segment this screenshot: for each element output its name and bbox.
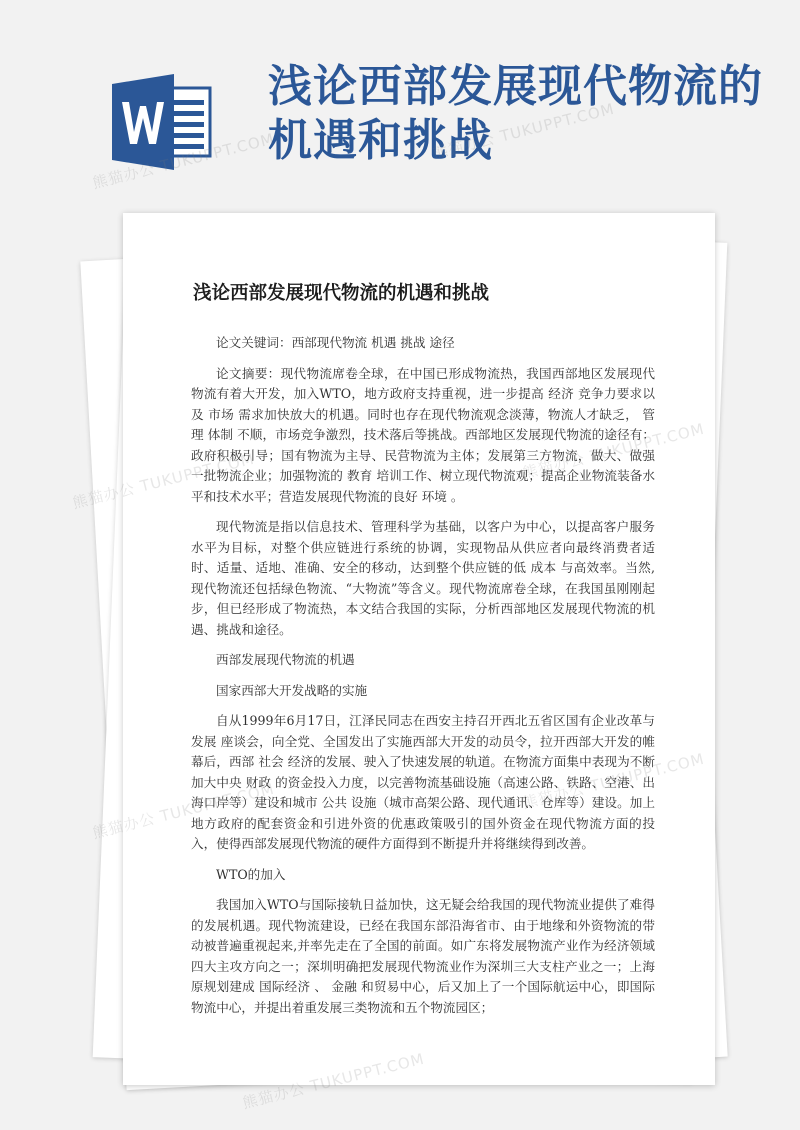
document-page [123, 213, 715, 1085]
abstract-paragraph: 论文摘要：现代物流席卷全球，在中国已形成物流热，我国西部地区发展现代物流有着大开发，加入WTO，地方政府支持重视，进一步提高 经济 竞争力要求以及 市场 需求加快放大的机遇。同时也存在现代物流观念淡薄，物流人才缺乏， 管理 体制 不顺，市场竞争激烈，技术落后等挑战。西部地区发展现代物流的途径有：政府积极引导；国有物流为主导、民营物流为主体；发展第三方物流，做大、做强一批物流企业；加强物流的 教育 培训工作、树立现代物流观；提高企业物流装备水平和技术水平；营造发展现代物流的良好 环境 。 [191, 365, 655, 504]
body-paragraph: 我国加入WTO与国际接轨日益加快，这无疑会给我国的现代物流业提供了难得的发展机遇。现代物流建设，已经在我国东部沿海省市、由于地缘和外资物流的带动被普遍重视起来,并率先走在了全国的前面。如广东将发展物流产业作为经济领域四大主攻方向之一；深圳明确把发展现代物流业作为深圳三大支柱产业之一；上海原规划建成 国际经济 、 金融 和贸易中心，后又加上了一个国际航运中心，即国际物流中心，并提出着重发展三类物流和五个物流园区； [191, 897, 655, 1015]
document-title: 浅论西部发展现代物流的机遇和挑战 [193, 283, 490, 304]
word-icon [112, 74, 220, 170]
watermark: 熊猫办公 TUKUPPT.COM [90, 129, 277, 193]
subsection-heading: WTO的加入 [216, 866, 286, 882]
banner-title: 浅论西部发展现代物流的机遇和挑战 [268, 61, 763, 166]
body-paragraph: 自从1999年6月17日，江泽民同志在西安主持召开西北五省区国有企业改革与发展 座谈会，向全党、全国发出了实施西部大开发的动员令，拉开西部大开发的帷幕后，西部 社会 经济的发展、驶入了快速发展的轨道。在物流方面集中表现为不断加大中央 财政 的资金投入力度，以完善物流基础设施（高速公路、铁路、空港、出海口岸等）建设和城市 公共 设施（城市高架公路、现代通讯、仓库等）建设。加上地方政府的配套资金和引进外资的优惠政策吸引的国外资金在现代物流方面的投入，使得西部发展现代物流的硬件方面得到不断提升并将继续得到改善。 [191, 713, 655, 851]
body-paragraph: 现代物流是指以信息技术、管理科学为基础，以客户为中心，以提高客户服务水平为目标，对整个供应链进行系统的协调，实现物品从供应者向最终消费者适时、适量、适地、准确、安全的移动，达到整个供应链的低 成本 与高效率。当然,现代物流还包括绿色物流、“大物流”等含义。现代物流席卷全球，在我国虽刚刚起步，但已经形成了物流热，本文结合我国的实际，分析西部地区发展现代物流的机遇、挑战和途径。 [191, 519, 655, 637]
section-heading: 西部发展现代物流的机遇 [216, 652, 355, 667]
keywords-paragraph: 论文关键词：西部现代物流 机遇 挑战 途径 [216, 335, 455, 350]
banner-header [0, 0, 800, 200]
watermark: 熊猫办公 TUKUPPT.COM [430, 99, 617, 163]
subsection-heading: 国家西部大开发战略的实施 [216, 682, 368, 698]
